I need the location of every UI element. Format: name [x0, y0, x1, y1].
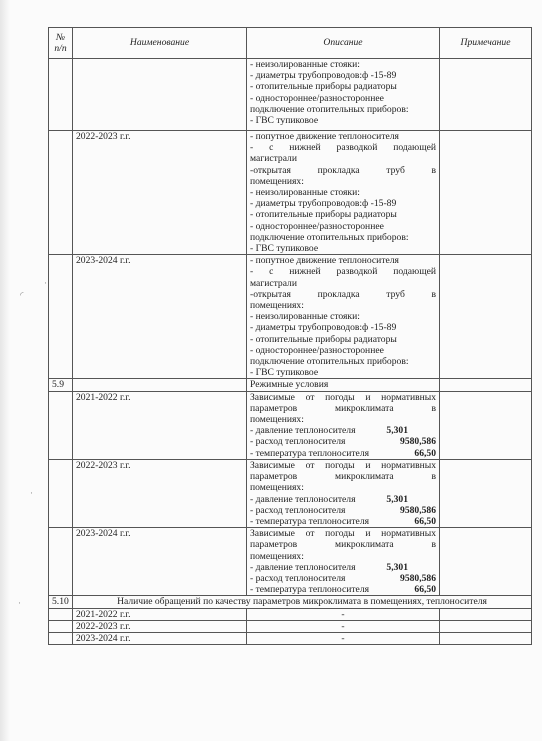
description-line [250, 165, 436, 176]
pressure-value: 5,301 [386, 425, 408, 437]
header-description: Описание [247, 28, 440, 59]
description-line: - неизолированные стояки: [250, 59, 360, 70]
word: и [365, 528, 371, 540]
note-cell [440, 459, 532, 527]
description-line: - ГВС тупиковое [250, 243, 319, 255]
description-line: - отопительные приборы радиаторы [250, 81, 397, 93]
description-line: - одностороннее/разностороннее [250, 344, 384, 356]
word: подающей [393, 266, 436, 278]
pressure-line [250, 494, 436, 505]
description-line: - попутное движение теплоносителя [250, 255, 399, 267]
description-cell [247, 528, 440, 596]
num-cell [49, 608, 73, 620]
year-cell: 2022-2023 г.г. [73, 131, 247, 255]
description-cell [247, 459, 440, 527]
table-row [49, 608, 532, 620]
word: разводкой [336, 266, 378, 278]
note-cell [440, 528, 532, 596]
description-line: - диаметры трубопроводов:ф -15-89 [250, 198, 397, 210]
description-line: магистрали [250, 277, 297, 289]
pressure-label: - давление теплоносителя [250, 561, 356, 573]
description-cell [247, 391, 440, 459]
table-row [49, 131, 532, 255]
year-cell: 2022-2023 г.г. [73, 459, 247, 527]
description-line: - неизолированные стояки: [250, 311, 360, 323]
description-line [250, 266, 436, 277]
section-row [49, 379, 532, 391]
description-line: - одностороннее/разностороннее [250, 92, 384, 104]
description-table [48, 27, 532, 645]
section-num: 5.10 [49, 596, 73, 608]
word: в [431, 539, 436, 551]
flow-line [250, 505, 436, 516]
year-cell: 2021-2022 г.г. [73, 608, 247, 620]
flow-label: - расход теплоносителя [250, 572, 346, 584]
scan-mark: ◜ [20, 290, 24, 300]
description-line: подключение отопительных приборов: [250, 103, 409, 115]
word: прокладка [317, 164, 360, 176]
word: от [305, 528, 315, 540]
num-cell [49, 632, 73, 644]
word: от [305, 391, 315, 403]
note-cell [440, 620, 532, 632]
word: погоды [325, 459, 355, 471]
word: микроклимата [335, 471, 394, 483]
word: нижней [289, 266, 321, 278]
note-cell [440, 59, 532, 131]
scan-mark: · [30, 488, 33, 498]
word: -открытая [250, 288, 291, 300]
description-line: - попутное движение теплоносителя [250, 131, 399, 142]
num-cell [49, 131, 73, 255]
description-line: - неизолированные стояки: [250, 187, 360, 199]
num-cell [49, 620, 73, 632]
header-note: Примечание [440, 28, 532, 59]
word: Зависимые [250, 459, 295, 471]
description-line: подключение отопительных приборов: [250, 231, 409, 243]
table-row [49, 391, 532, 459]
description-line: помещениях: [250, 300, 304, 312]
description-line: - диаметры трубопроводов:ф -15-89 [250, 70, 397, 82]
description-line: - отопительные приборы радиаторы [250, 333, 397, 345]
section-row [49, 596, 532, 608]
header-name: Наименование [73, 28, 247, 59]
description-line: помещениях: [250, 414, 304, 426]
flow-label: - расход теплоносителя [250, 504, 346, 516]
header-num: № п/п [49, 28, 73, 59]
word: в [431, 164, 436, 176]
pressure-value: 5,301 [386, 561, 408, 573]
description-line: магистрали [250, 153, 297, 165]
flow-line [250, 573, 436, 584]
table-row [49, 459, 532, 527]
word: Зависимые [250, 391, 295, 403]
scan-mark: · [44, 278, 47, 288]
scan-crease [0, 0, 10, 741]
temperature-line [250, 584, 436, 595]
num-cell [49, 459, 73, 527]
note-cell [440, 632, 532, 644]
description-line [250, 528, 436, 539]
word: - [250, 142, 254, 154]
word: параметров [250, 402, 298, 414]
description-line [250, 289, 436, 300]
section-num: 5.9 [49, 379, 73, 391]
word: микроклимата [335, 539, 394, 551]
description-cell [247, 59, 440, 131]
description-line: - ГВС тупиковое [250, 367, 319, 379]
word: нормативных [381, 528, 436, 540]
table-row [49, 59, 532, 131]
word: нижней [289, 142, 321, 154]
description-line: подключение отопительных приборов: [250, 356, 409, 368]
word: в [431, 471, 436, 483]
word: с [269, 266, 274, 278]
flow-value: 9580,586 [400, 504, 436, 516]
table-row [49, 632, 532, 644]
pressure-value: 5,301 [386, 493, 408, 505]
year-cell: 2021-2022 г.г. [73, 391, 247, 459]
word: подающей [393, 142, 436, 154]
name-cell [73, 59, 247, 131]
description-line: - ГВС тупиковое [250, 115, 319, 127]
description-cell [247, 255, 440, 379]
appeal-value: - [247, 620, 440, 632]
description-cell [247, 131, 440, 255]
temperature-label: - температура теплоносителя [250, 584, 370, 596]
note-cell [440, 131, 532, 255]
word: в [431, 402, 436, 414]
word: труб [386, 288, 405, 300]
description-line: помещениях: [250, 550, 304, 562]
flow-value: 9580,586 [400, 436, 436, 448]
description-line [250, 539, 436, 550]
word: - [250, 266, 254, 278]
word: труб [386, 164, 405, 176]
word: от [305, 459, 315, 471]
note-cell [440, 255, 532, 379]
description-line [250, 142, 436, 153]
description-line [250, 403, 436, 414]
section-title: Режимные условия [247, 379, 440, 391]
year-cell: 2023-2024 г.г. [73, 528, 247, 596]
description-line: помещениях: [250, 175, 304, 187]
pressure-label: - давление теплоносителя [250, 425, 356, 437]
word: с [269, 142, 274, 154]
word: нормативных [381, 391, 436, 403]
word: погоды [325, 528, 355, 540]
temperature-line [250, 516, 436, 527]
table-row [49, 528, 532, 596]
num-cell [49, 59, 73, 131]
appeal-value: - [247, 608, 440, 620]
table-row [49, 620, 532, 632]
word: микроклимата [335, 402, 394, 414]
word: разводкой [336, 142, 378, 154]
word: прокладка [317, 288, 360, 300]
note-cell [440, 608, 532, 620]
temperature-value: 66,50 [414, 447, 436, 459]
year-cell: 2022-2023 г.г. [73, 620, 247, 632]
description-line: - отопительные приборы радиаторы [250, 209, 397, 221]
description-line: - диаметры трубопроводов:ф -15-89 [250, 322, 397, 334]
note-cell [440, 391, 532, 459]
flow-value: 9580,586 [400, 572, 436, 584]
pressure-label: - давление теплоносителя [250, 493, 356, 505]
word: нормативных [381, 459, 436, 471]
num-cell [49, 255, 73, 379]
name-cell [73, 379, 247, 391]
temperature-value: 66,50 [414, 584, 436, 596]
year-cell: 2023-2024 г.г. [73, 632, 247, 644]
temperature-line [250, 448, 436, 459]
pressure-line [250, 562, 436, 573]
num-cell [49, 391, 73, 459]
description-line [250, 460, 436, 471]
word: параметров [250, 539, 298, 551]
temperature-value: 66,50 [414, 515, 436, 527]
note-cell [440, 379, 532, 391]
description-line [250, 471, 436, 482]
table-row [49, 255, 532, 379]
scan-mark: · [18, 598, 21, 608]
section-title: Наличие обращений по качеству параметров микроклимата в помещениях, теплоносителя [73, 596, 532, 608]
temperature-label: - температура теплоносителя [250, 447, 370, 459]
word: погоды [325, 391, 355, 403]
num-cell [49, 528, 73, 596]
description-line [250, 392, 436, 403]
description-line: - одностороннее/разностороннее [250, 220, 384, 232]
word: в [431, 288, 436, 300]
flow-label: - расход теплоносителя [250, 436, 346, 448]
word: Зависимые [250, 528, 295, 540]
table-header-row [49, 28, 532, 59]
pressure-line [250, 425, 436, 436]
word: -открытая [250, 164, 291, 176]
word: и [365, 391, 371, 403]
temperature-label: - температура теплоносителя [250, 515, 370, 527]
description-line: помещениях: [250, 482, 304, 494]
year-cell: 2023-2024 г.г. [73, 255, 247, 379]
word: и [365, 459, 371, 471]
flow-line [250, 436, 436, 447]
appeal-value: - [247, 632, 440, 644]
word: параметров [250, 471, 298, 483]
